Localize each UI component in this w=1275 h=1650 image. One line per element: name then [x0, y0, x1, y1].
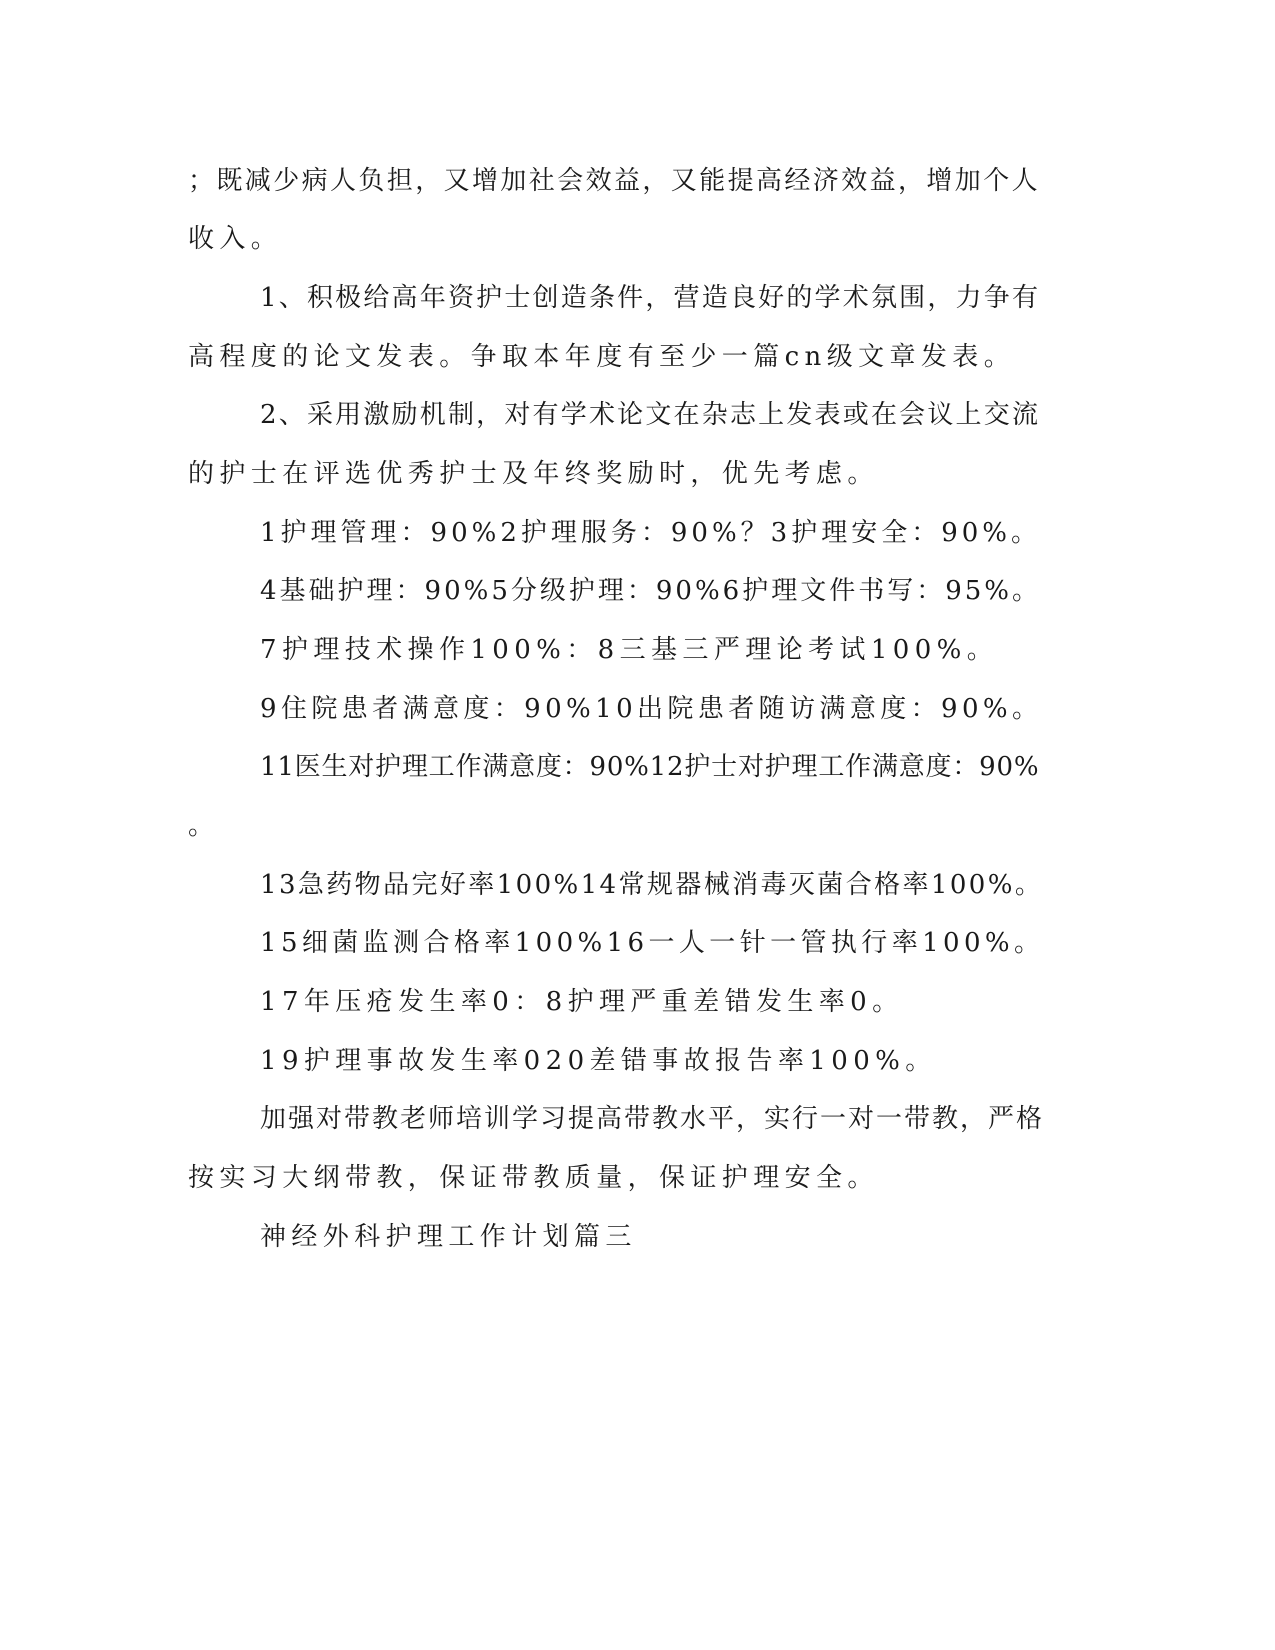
paragraph-line: 7护理技术操作100%：8三基三严理论考试100%。 [260, 635, 999, 665]
paragraph-line: 的护士在评选优秀护士及年终奖励时，优先考虑。 [188, 459, 879, 489]
paragraph-line: 11医生对护理工作满意度：90%12护士对护理工作满意度：90% [260, 752, 1040, 782]
section-heading: 神经外科护理工作计划篇三 [260, 1222, 637, 1252]
paragraph-line: 按实习大纲带教，保证带教质量，保证护理安全。 [188, 1163, 879, 1193]
paragraph-line: 。 [188, 811, 220, 841]
paragraph-line: 1、积极给高年资护士创造条件，营造良好的学术氛围，力争有 [260, 283, 1041, 313]
paragraph-line: 2、采用激励机制，对有学术论文在杂志上发表或在会议上交流 [260, 400, 1041, 430]
paragraph-line: 9住院患者满意度：90%10出院患者随访满意度：90%。 [260, 694, 1043, 724]
paragraph-line: 13急药物品完好率100%14常规器械消毒灭菌合格率100%。 [260, 870, 1044, 900]
paragraph-line: 高程度的论文发表。争取本年度有至少一篇cn级文章发表。 [188, 342, 1016, 372]
paragraph-line: 加强对带教老师培训学习提高带教水平，实行一对一带教，严格 [260, 1104, 1045, 1134]
paragraph-line: 17年压疮发生率0：8护理严重差错发生率0。 [260, 987, 904, 1017]
paragraph-line: 收入。 [188, 224, 283, 254]
paragraph-line: 15细菌监测合格率100%16一人一针一管执行率100%。 [260, 928, 1045, 958]
paragraph-line: 19护理事故发生率020差错事故报告率100%。 [260, 1046, 937, 1076]
paragraph-line: ；既减少病人负担，又增加社会效益，又能提高经济效益，增加个人 [188, 166, 1041, 196]
paragraph-line: 4基础护理：90%5分级护理：90%6护理文件书写：95%。 [260, 576, 1041, 606]
paragraph-line: 1护理管理：90%2护理服务：90%？3护理安全：90%。 [260, 518, 1041, 548]
